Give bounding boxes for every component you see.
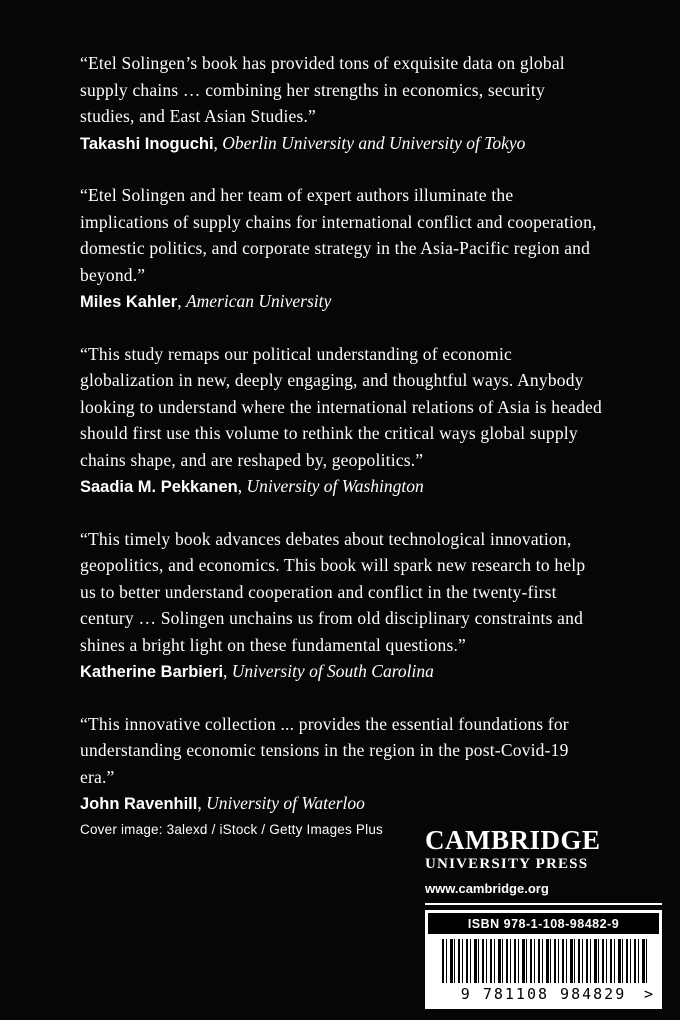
publisher-block <box>425 826 662 1009</box>
quote-attribution <box>80 288 604 316</box>
barcode-quiet-zone-mark: > <box>643 985 653 1003</box>
endorsement-quote <box>80 50 604 157</box>
quote-author: Takashi Inoguchi <box>80 134 214 153</box>
quote-affiliation: University of South Carolina <box>231 661 434 681</box>
endorsement-quote <box>80 526 604 686</box>
attribution-separator: , <box>197 793 207 813</box>
quote-text: “Etel Solingen’s book has provided tons of exquisite data on global supply chains … combining her strengths in economics, security studies, and East Asian Studies.” <box>80 53 565 126</box>
cover-image-credit: Cover image: 3alexd / iStock / Getty Images Plus <box>80 822 383 837</box>
publisher-website: www.cambridge.org <box>425 881 549 896</box>
barcode-bars <box>442 939 649 983</box>
quote-author: John Ravenhill <box>80 795 198 813</box>
quote-attribution <box>80 658 604 686</box>
quote-text: “This innovative collection ... provides the essential foundations for understanding economic tensions in the region in the post-Covid-19 era.” <box>80 713 569 787</box>
barcode <box>425 910 662 1009</box>
quote-author: Miles Kahler <box>80 293 178 311</box>
attribution-separator: , <box>177 291 186 311</box>
endorsement-quote <box>80 182 604 316</box>
quote-text: “This timely book advances debates about technological innovation, geopolitics, and economics. This book will spark new research to help us to better understand cooperation and conflict in the twenty-first century … Solingen unchains us from old disciplinary constraints and shines a bright light on these fundamental questions.” <box>80 528 586 655</box>
divider <box>425 903 662 905</box>
quote-attribution <box>80 473 604 501</box>
quote-affiliation: University of Waterloo <box>206 793 365 813</box>
quote-affiliation: University of Washington <box>246 476 424 496</box>
quote-attribution <box>80 130 604 158</box>
endorsement-quote <box>80 711 604 818</box>
quote-attribution <box>80 790 604 818</box>
barcode-digits <box>428 983 659 1006</box>
quote-text: “This study remaps our political understanding of economic globalization in new, deeply engaging, and thoughtful ways. Anybody looking to understand where the international relations of Asia is headed should first use this volume to rethink the critical ways global supply chains shape, and are reshaped by, geopolitics.” <box>80 343 602 470</box>
isbn-label: ISBN 978-1-108-98482-9 <box>428 913 659 934</box>
quote-text: “Etel Solingen and her team of expert authors illuminate the implications of supply chains for international conflict and cooperation, domestic politics, and corporate strategy in the Asia-Pacific region and beyond.” <box>80 185 597 285</box>
attribution-separator: , <box>223 661 232 681</box>
quote-affiliation: Oberlin University and University of Tokyo <box>222 132 526 153</box>
attribution-separator: , <box>237 476 247 496</box>
barcode-digit-string: 9 781108 984829 <box>460 985 627 1003</box>
publisher-subname: UNIVERSITY PRESS <box>425 856 589 872</box>
quote-author: Saadia M. Pekkanen <box>80 478 238 496</box>
endorsement-quote <box>80 341 604 501</box>
quote-author: Katherine Barbieri <box>80 663 224 681</box>
endorsements-section <box>80 50 604 843</box>
publisher-name: CAMBRIDGE <box>425 825 601 855</box>
quote-affiliation: American University <box>185 291 332 311</box>
attribution-separator: , <box>213 132 223 153</box>
